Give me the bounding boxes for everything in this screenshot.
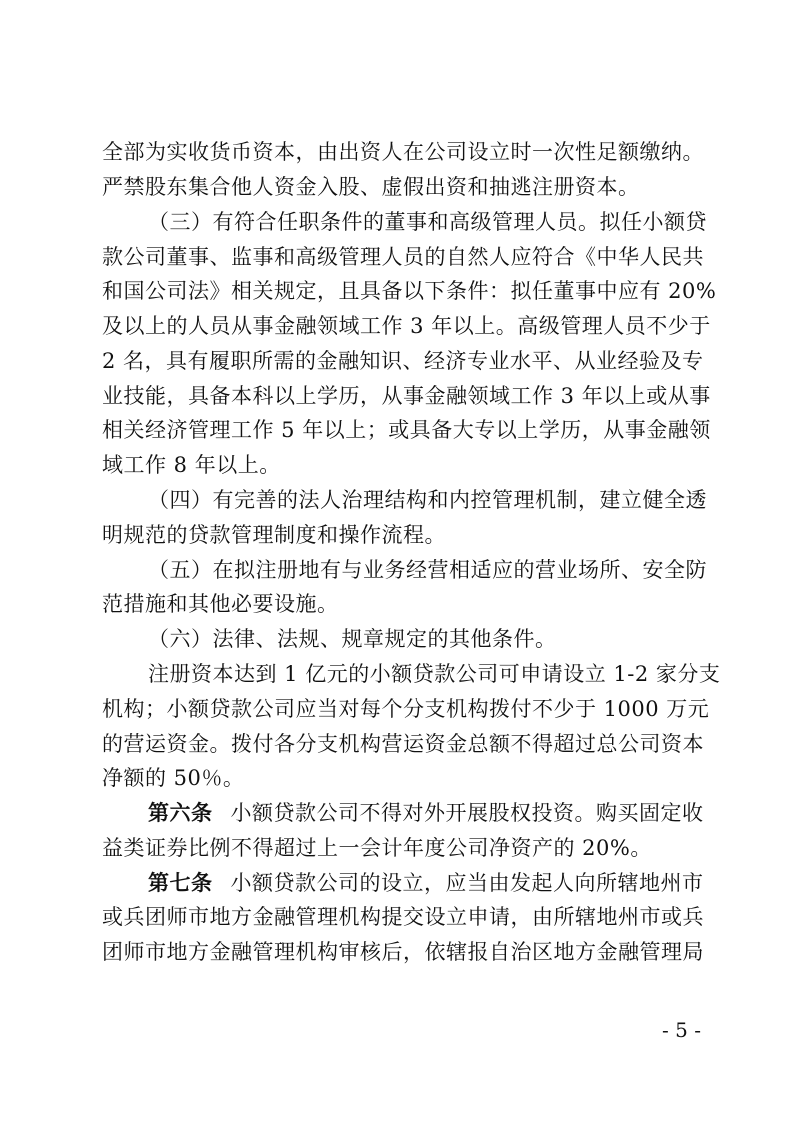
- clause-5-line: （五）在拟注册地有与业务经营相适应的营业场所、安全防: [148, 558, 707, 582]
- clause-6-line: （六）法律、法规、规章规定的其他条件。: [148, 627, 557, 651]
- article-6-line: [148, 796, 702, 830]
- body-line: 团师市地方金融管理机构审核后，依辖报自治区地方金融管理局: [102, 940, 704, 964]
- body-line: 业技能，具备本科以上学历，从事金融领域工作 3 年以上或从事: [102, 384, 711, 408]
- body-line: 全部为实收货币资本，由出资人在公司设立时一次性足额缴纳。: [102, 140, 704, 164]
- body-line: 严禁股东集合他人资金入股、虚假出资和抽逃注册资本。: [102, 175, 640, 199]
- article-7-heading: 第七条: [148, 870, 213, 895]
- body-line: 2 名，具有履职所需的金融知识、经济专业水平、从业经验及专: [102, 349, 704, 373]
- body-line: 相关经济管理工作 5 年以上；或具备大专以上学历，从事金融领: [102, 418, 711, 442]
- body-line: 明规范的贷款管理制度和操作流程。: [102, 523, 446, 547]
- branch-paragraph-line: 注册资本达到 1 亿元的小额贷款公司可申请设立 1-2 家分支: [148, 662, 721, 686]
- body-line: 域工作 8 年以上。: [102, 453, 281, 477]
- body-line: 和国公司法》相关规定，且具备以下条件：拟任董事中应有 20%: [102, 279, 717, 303]
- clause-3-line: （三）有符合任职条件的董事和高级管理人员。拟任小额贷: [148, 210, 707, 234]
- clause-4-line: （四）有完善的法人治理结构和内控管理机制，建立健全透: [148, 488, 707, 512]
- body-line: 净额的 50％。: [102, 766, 245, 790]
- page-number: - 5 -: [662, 1018, 701, 1042]
- body-line: 或兵团师市地方金融管理机构提交设立申请，由所辖地州市或兵: [102, 905, 704, 929]
- article-7-line: [148, 866, 702, 900]
- article-6-text: 小额贷款公司不得对外开展股权投资。购买固定收: [230, 801, 704, 825]
- body-line: 机构；小额贷款公司应当对每个分支机构拨付不少于 1000 万元: [102, 697, 710, 721]
- body-line: 及以上的人员从事金融领域工作 3 年以上。高级管理人员不少于: [102, 314, 711, 338]
- body-line: 范措施和其他必要设施。: [102, 592, 339, 616]
- body-line: 的营运资金。拨付各分支机构营运资金总额不得超过总公司资本: [102, 732, 704, 756]
- article-6-heading: 第六条: [148, 800, 213, 825]
- body-line: 益类证券比例不得超过上一会计年度公司净资产的 20%。: [102, 836, 652, 860]
- body-line: 款公司董事、监事和高级管理人员的自然人应符合《中华人民共: [102, 245, 704, 269]
- article-7-text: 小额贷款公司的设立，应当由发起人向所辖地州市: [230, 871, 704, 895]
